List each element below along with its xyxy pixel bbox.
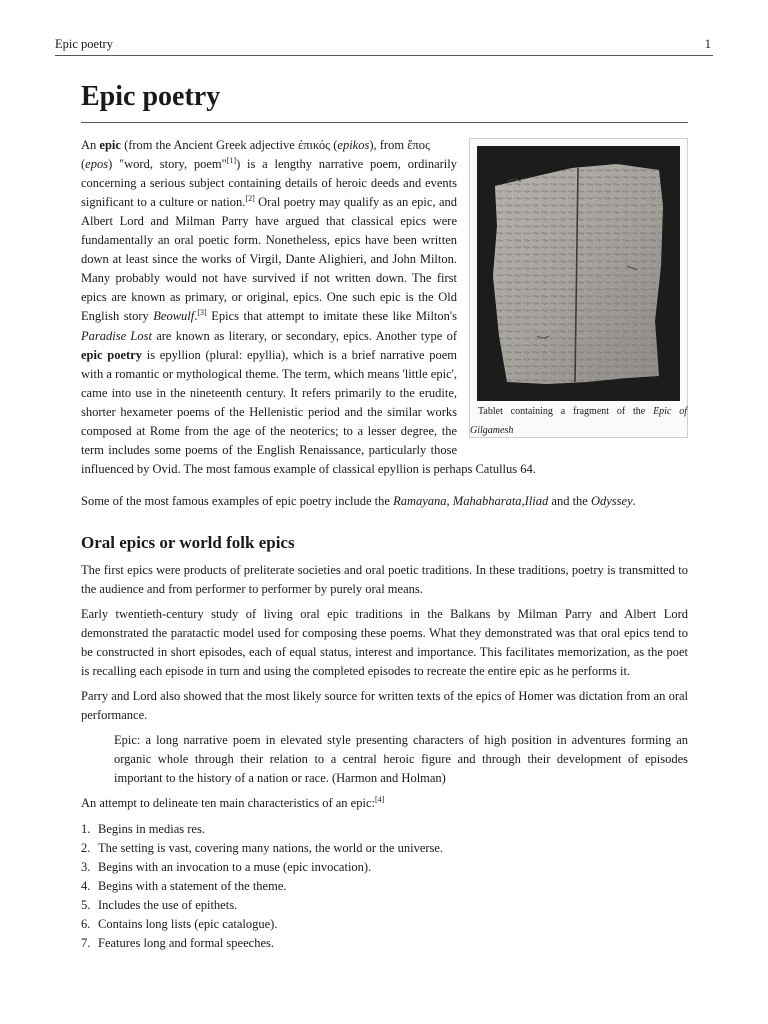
list-item: 2. The setting is vast, covering many nations, the world or the universe. [81, 840, 444, 855]
list-item: 4. Begins with a statement of the theme. [81, 879, 287, 894]
list-item: 6. Contains long lists (epic catalogue). [81, 917, 278, 932]
figure-tablet [469, 138, 688, 438]
oral-epics-paragraph-3: Parry and Lord also showed that the most likely source for written texts of the epics of Homer was dictation from an oral performance. [81, 689, 688, 723]
citation-2[interactable]: [2] [245, 193, 255, 203]
citation-3[interactable]: [3] [197, 308, 207, 318]
article-body [81, 80, 688, 954]
figure-caption: Tablet containing a fragment of the Epic of Gilgamesh [470, 405, 688, 436]
page-number: 1 [704, 37, 711, 51]
gilgamesh-tablet-image [477, 146, 680, 401]
characteristics-intro: An attempt to delineate ten main characteristics of an epic:[4] [81, 794, 385, 810]
list-item: 3. Begins with an invocation to a muse (epic invocation). [81, 860, 372, 875]
page-header [0, 0, 768, 56]
list-item: 5. Includes the use of epithets. [81, 898, 238, 913]
characteristics-list [81, 820, 688, 954]
epic-definition-quote: Epic: a long narrative poem in elevated style presenting characters of high position in adventures forming an organic whole through their relation to a central heroic figure and through their development of episodes important to the history of a nation or race. (Harmon and Holman) [114, 732, 688, 785]
header-rule [55, 55, 713, 56]
list-item: 1. Begins in medias res. [81, 821, 205, 836]
citation-4[interactable]: [4] [374, 794, 385, 804]
section-heading-oral-epics: Oral epics or world folk epics [81, 533, 295, 553]
intro-paragraph: Tablet containing a fragment of the Epic of Gilgamesh An epic (from the Ancient Greek adjective ἐπικός (epikos), from ἔπος (epos) "word, story, poem"[1]) is a lengthy narrative poem, ordinarily concerning a serious subject containing details of heroic deeds and events significant to a culture or nation.[2] Oral poetry may qualify as an epic, and Albert Lord and Milman Parry have argued that classical epics were fundamentally an oral poetic form. Nonetheless, epics have been written down at least since the works of Virgil, Dante Alighieri, and John Milton. Many probably would not have survived if not written down. The first epics are known as primary, or original, epics. One such epic is the Old English story Beowulf.[3] Epics that attempt to imitate these like Milton's Paradise Lost are known as literary, or secondary, epics. Another type of epic poetry is epyllion (plural: epyllia), which is a brief narrative poem with a romantic or mythological theme. The term, which means 'little epic', came into use in the nineteenth century. It refers primarily to the erudite, shorter hexameter poems of the Hellenistic period and the similar works composed at Rome from the age of the neoterics; to a lesser degree, the term includes some poems of the English Renaissance, particularly those influenced by Ovid. The most famous example of classical epyllion is perhaps Catullus 64. [81, 137, 688, 477]
page-title: Epic poetry [81, 80, 688, 123]
oral-epics-paragraph-1: The first epics were products of preliterate societies and oral poetic traditions. In these traditions, poetry is transmitted to the audience and from performer to performer by purely oral means. [81, 562, 688, 596]
running-title: Epic poetry [55, 37, 113, 51]
famous-examples-paragraph: Some of the most famous examples of epic poetry include the Ramayana, Mahabharata,Iliad and the Odyssey. [81, 494, 636, 509]
citation-1[interactable]: [1] [226, 155, 237, 165]
list-item: 7. Features long and formal speeches. [81, 936, 274, 951]
oral-epics-paragraph-2: Early twentieth-century study of living oral epic traditions in the Balkans by Milman Parry and Albert Lord demonstrated the paratactic model used for composing these poems. What they demonstrated was that oral epics tend to be constructed in short episodes, each of equal status, interest and importance. This facilitates memorization, as the poet is recalling each episode in turn and using the completed episodes to recreate the entire epic as he performs it. [81, 606, 688, 679]
